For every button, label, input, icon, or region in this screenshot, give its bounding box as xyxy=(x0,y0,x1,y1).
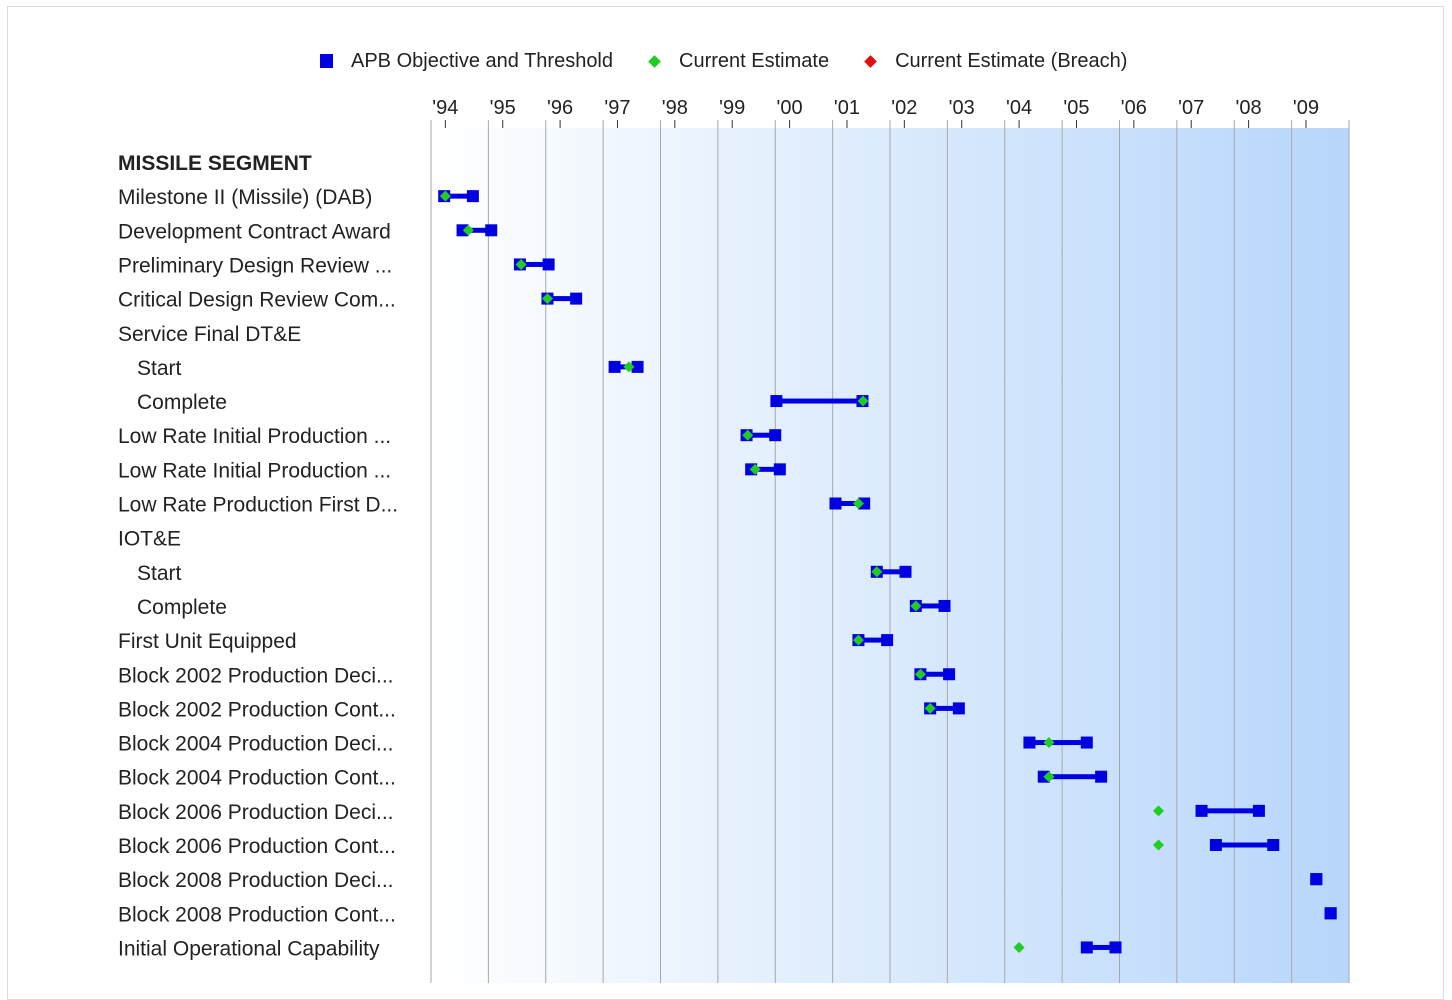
apb-threshold-marker xyxy=(899,566,911,578)
row-label: Block 2004 Production Deci... xyxy=(118,732,394,756)
row-label: Start xyxy=(137,561,182,585)
axis-tick-label: '94 xyxy=(432,97,459,119)
row-label: Complete xyxy=(137,391,227,415)
row-label: Initial Operational Capability xyxy=(118,937,380,961)
axis-tick-label: '09 xyxy=(1292,97,1320,119)
row-label: Preliminary Design Review ... xyxy=(118,254,393,278)
row-label: Block 2006 Production Deci... xyxy=(118,800,394,824)
apb-threshold-marker xyxy=(570,293,582,305)
axis-tick-label: '95 xyxy=(489,97,516,119)
apb-threshold-marker xyxy=(769,429,781,441)
row-label: Block 2004 Production Cont... xyxy=(118,766,396,790)
axis-tick-label: '08 xyxy=(1235,97,1262,119)
axis-tick-label: '02 xyxy=(891,97,918,119)
row-label: Development Contract Award xyxy=(118,220,391,244)
row-label: Block 2008 Production Cont... xyxy=(118,903,396,927)
apb-threshold-marker xyxy=(1109,941,1121,953)
apb-objective-marker xyxy=(1023,737,1035,749)
row-label: Service Final DT&E xyxy=(118,322,302,346)
row-label: Block 2008 Production Deci... xyxy=(118,869,394,893)
legend-label-current: Current Estimate xyxy=(679,49,830,72)
row-label: Complete xyxy=(137,595,227,619)
apb-threshold-marker xyxy=(543,258,555,270)
apb-objective-marker xyxy=(770,395,782,407)
row-label: IOT&E xyxy=(118,527,182,551)
apb-threshold-marker xyxy=(939,600,951,612)
apb-range-bar xyxy=(1202,808,1259,813)
legend-label-apb: APB Objective and Threshold xyxy=(351,49,614,72)
axis-tick-label: '99 xyxy=(719,97,746,119)
apb-range-bar xyxy=(1216,843,1273,848)
apb-threshold-marker xyxy=(953,702,965,714)
apb-threshold-marker xyxy=(485,224,497,236)
row-label: Low Rate Production First D... xyxy=(118,493,399,517)
apb-range-bar xyxy=(776,399,862,404)
apb-threshold-marker xyxy=(943,668,955,680)
apb-objective-marker xyxy=(609,361,621,373)
row-label: Block 2006 Production Cont... xyxy=(118,835,396,858)
axis-tick-label: '03 xyxy=(948,97,975,119)
legend-label-breach: Current Estimate (Breach) xyxy=(895,49,1128,72)
apb-threshold-marker xyxy=(1325,907,1337,919)
row-heading-label: MISSILE SEGMENT xyxy=(118,152,312,175)
apb-threshold-marker xyxy=(1310,873,1322,885)
apb-threshold-marker xyxy=(774,463,786,475)
axis-tick-label: '96 xyxy=(547,97,574,119)
row-label: Block 2002 Production Deci... xyxy=(118,664,394,688)
row-label: Critical Design Review Com... xyxy=(118,288,396,312)
apb-objective-marker xyxy=(1196,805,1208,817)
apb-threshold-marker xyxy=(1267,839,1279,851)
row-label: Block 2002 Production Cont... xyxy=(118,698,396,722)
apb-threshold-marker xyxy=(1095,771,1107,783)
axis-tick-label: '98 xyxy=(661,97,688,119)
axis-tick-label: '97 xyxy=(604,97,631,119)
axis-tick-label: '01 xyxy=(833,97,861,119)
row-label: First Unit Equipped xyxy=(118,630,297,654)
axis-tick-label: '07 xyxy=(1178,97,1205,119)
row-label: Low Rate Initial Production ... xyxy=(118,425,392,449)
axis-tick-label: '04 xyxy=(1006,97,1033,119)
apb-objective-marker xyxy=(1081,941,1093,953)
apb-threshold-marker xyxy=(467,190,479,202)
apb-threshold-marker xyxy=(881,634,893,646)
apb-range-bar xyxy=(1029,740,1086,745)
apb-objective-marker xyxy=(829,498,841,510)
row-label: Milestone II (Missile) (DAB) xyxy=(118,186,373,210)
apb-threshold-marker xyxy=(1253,805,1265,817)
row-label: Start xyxy=(137,356,182,380)
axis-tick-label: '06 xyxy=(1120,97,1147,119)
axis-tick-label: '00 xyxy=(776,97,803,119)
row-label: Low Rate Initial Production ... xyxy=(118,459,392,483)
apb-objective-marker xyxy=(1210,839,1222,851)
apb-threshold-marker xyxy=(1081,737,1093,749)
axis-tick-label: '05 xyxy=(1063,97,1090,119)
